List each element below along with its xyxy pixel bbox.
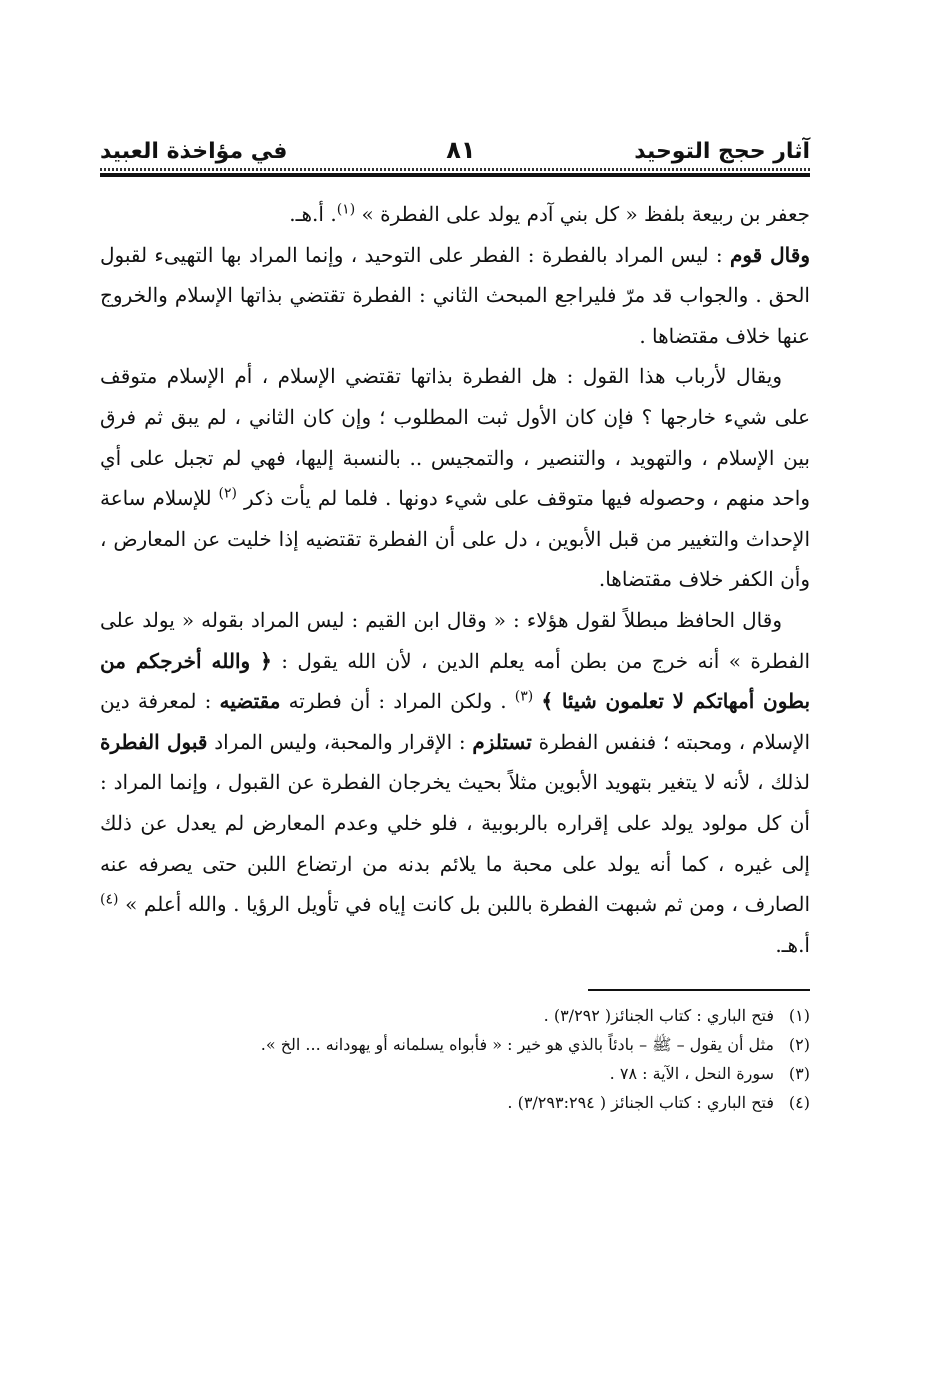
paragraph-4-text-a: وقال الحافظ مبطلاً لقول هؤلاء : « وقال ابن القيم : ليس المراد بقوله « يولد على الفطرة » أنه خرج من بطن أمه يعلم الدين ، لأن الله يقول : bbox=[100, 607, 810, 673]
paragraph-4-bold-3: تستلزم bbox=[472, 729, 532, 754]
footnotes bbox=[100, 1001, 810, 1117]
book-page bbox=[100, 118, 810, 1117]
paragraph-1-text: جعفر بن ربيعة بلفظ « كل بني آدم يولد على الفطرة » bbox=[361, 202, 810, 226]
paragraph-1 bbox=[100, 194, 810, 235]
paragraph-4-bold-4: قبول الفطرة bbox=[100, 729, 208, 754]
footnote-4 bbox=[100, 1088, 810, 1117]
header-dotted-line bbox=[100, 168, 810, 171]
footnote-number: (٤) bbox=[788, 1092, 810, 1112]
footnote-ref-1: (١) bbox=[336, 201, 356, 218]
footnote-number: (٢) bbox=[788, 1034, 810, 1054]
footnote-number: (٣) bbox=[788, 1063, 810, 1083]
paragraph-2-text: : ليس المراد بالفطرة : الفطر على التوحيد ، وإنما المراد بها التهيىء لقبول الحق . والجواب قد مرّ فليراجع المبحث الثاني : الفطرة تقتضي بذاتها الإسلام والخروج عنها خلاف مقتضاها . bbox=[100, 242, 810, 348]
paragraph-3 bbox=[100, 356, 810, 600]
paragraph-4-end: أ.هـ. bbox=[775, 932, 810, 957]
paragraph-4-bold-2: مقتضيه bbox=[219, 689, 281, 714]
footnote-ref-3: (٣) bbox=[514, 688, 534, 705]
paragraph-2-lead: وقال قوم bbox=[729, 242, 810, 267]
footnote-1 bbox=[100, 1001, 810, 1030]
header-thick-line bbox=[100, 173, 810, 177]
paragraph-4-text-c: : لمعرفة دين الإسلام ، ومحبته ؛ فنفس الفطرة bbox=[100, 689, 811, 754]
paragraph-1-end: . أ.هـ. bbox=[289, 202, 337, 226]
page-number: ٨١ bbox=[446, 136, 476, 164]
header-right-title: آثار حجج التوحيد bbox=[634, 139, 810, 164]
footnote-ref-4: (٤) bbox=[100, 891, 119, 908]
footnote-text: سورة النحل ، الآية : ٧٨ . bbox=[609, 1063, 774, 1083]
footnote-3 bbox=[100, 1059, 810, 1088]
footnote-2 bbox=[100, 1030, 810, 1059]
footnote-ref-2: (٢) bbox=[218, 485, 238, 502]
footnote-text: فتح الباري : كتاب الجنائز ( ٣/٢٩٣:٢٩٤) . bbox=[507, 1092, 774, 1112]
footnote-text: فتح الباري : كتاب الجنائز( ٣/٢٩٢) . bbox=[543, 1005, 774, 1025]
footnote-text: مثل أن يقول – ﷺ – بادئاً بالذي هو خير : « فأبواه يسلمانه أو يهودانه ... الخ ». bbox=[260, 1034, 774, 1054]
paragraph-4 bbox=[100, 600, 810, 965]
header-left-title: في مؤاخذة العبيد bbox=[100, 139, 288, 164]
running-header bbox=[100, 118, 810, 164]
header-divider bbox=[100, 168, 810, 178]
paragraph-4-text-d: : الإقرار والمحبة، وليس المراد bbox=[214, 729, 466, 754]
main-text bbox=[100, 194, 810, 965]
footnote-separator bbox=[588, 989, 810, 991]
paragraph-3-text-a: ويقال لأرباب هذا القول : هل الفطرة بذاتها تقتضي الإسلام ، أم الإسلام متوقف على شيء خارجها ؟ فإن كان الأول ثبت المطلوب ؛ وإن كان الثاني ، لم يبق ثم فرق بين الإسلام ، والتهويد ، والتنصير ، والتمجيس .. بالنسبة إليها، فهي لم تجبل على أي واحد منهم ، وحصوله فيها متوقف على شيء دونها . فلما لم يأت ذكر bbox=[100, 364, 811, 511]
paragraph-4-text-b: . ولكن المراد : أن فطرته bbox=[288, 689, 507, 714]
paragraph-2 bbox=[100, 235, 810, 357]
footnote-number: (١) bbox=[788, 1005, 810, 1025]
paragraph-3-text-b: للإسلام ساعة الإحداث والتغيير من قبل الأبوين ، دل على أن الفطرة تقتضيه إذا خليت عن المعارض ، وأن الكفر خلاف مقتضاها. bbox=[100, 486, 810, 592]
paragraph-4-text-e: لذلك ، لأنه لا يتغير بتهويد الأبوين مثلاً بحيث يخرجان الفطرة عن القبول ، وإنما المراد : أن كل مولود يولد على إقراره بالربوبية ، فلو خلي وعدم المعارض لم يعدل عن ذلك إلى غيره ، كما أنه يولد على محبة ما يلائم بدنه من ارتضاع اللبن حتى يصرفه عنه الصارف ، ومن ثم شبهت الفطرة باللبن بل كانت إياه في تأويل الرؤيا . والله أعلم » bbox=[100, 770, 810, 917]
quran-verse: ﴿ والله أخرجكم من بطون أمهاتكم لا تعلمون شيئا ﴾ bbox=[100, 648, 811, 714]
